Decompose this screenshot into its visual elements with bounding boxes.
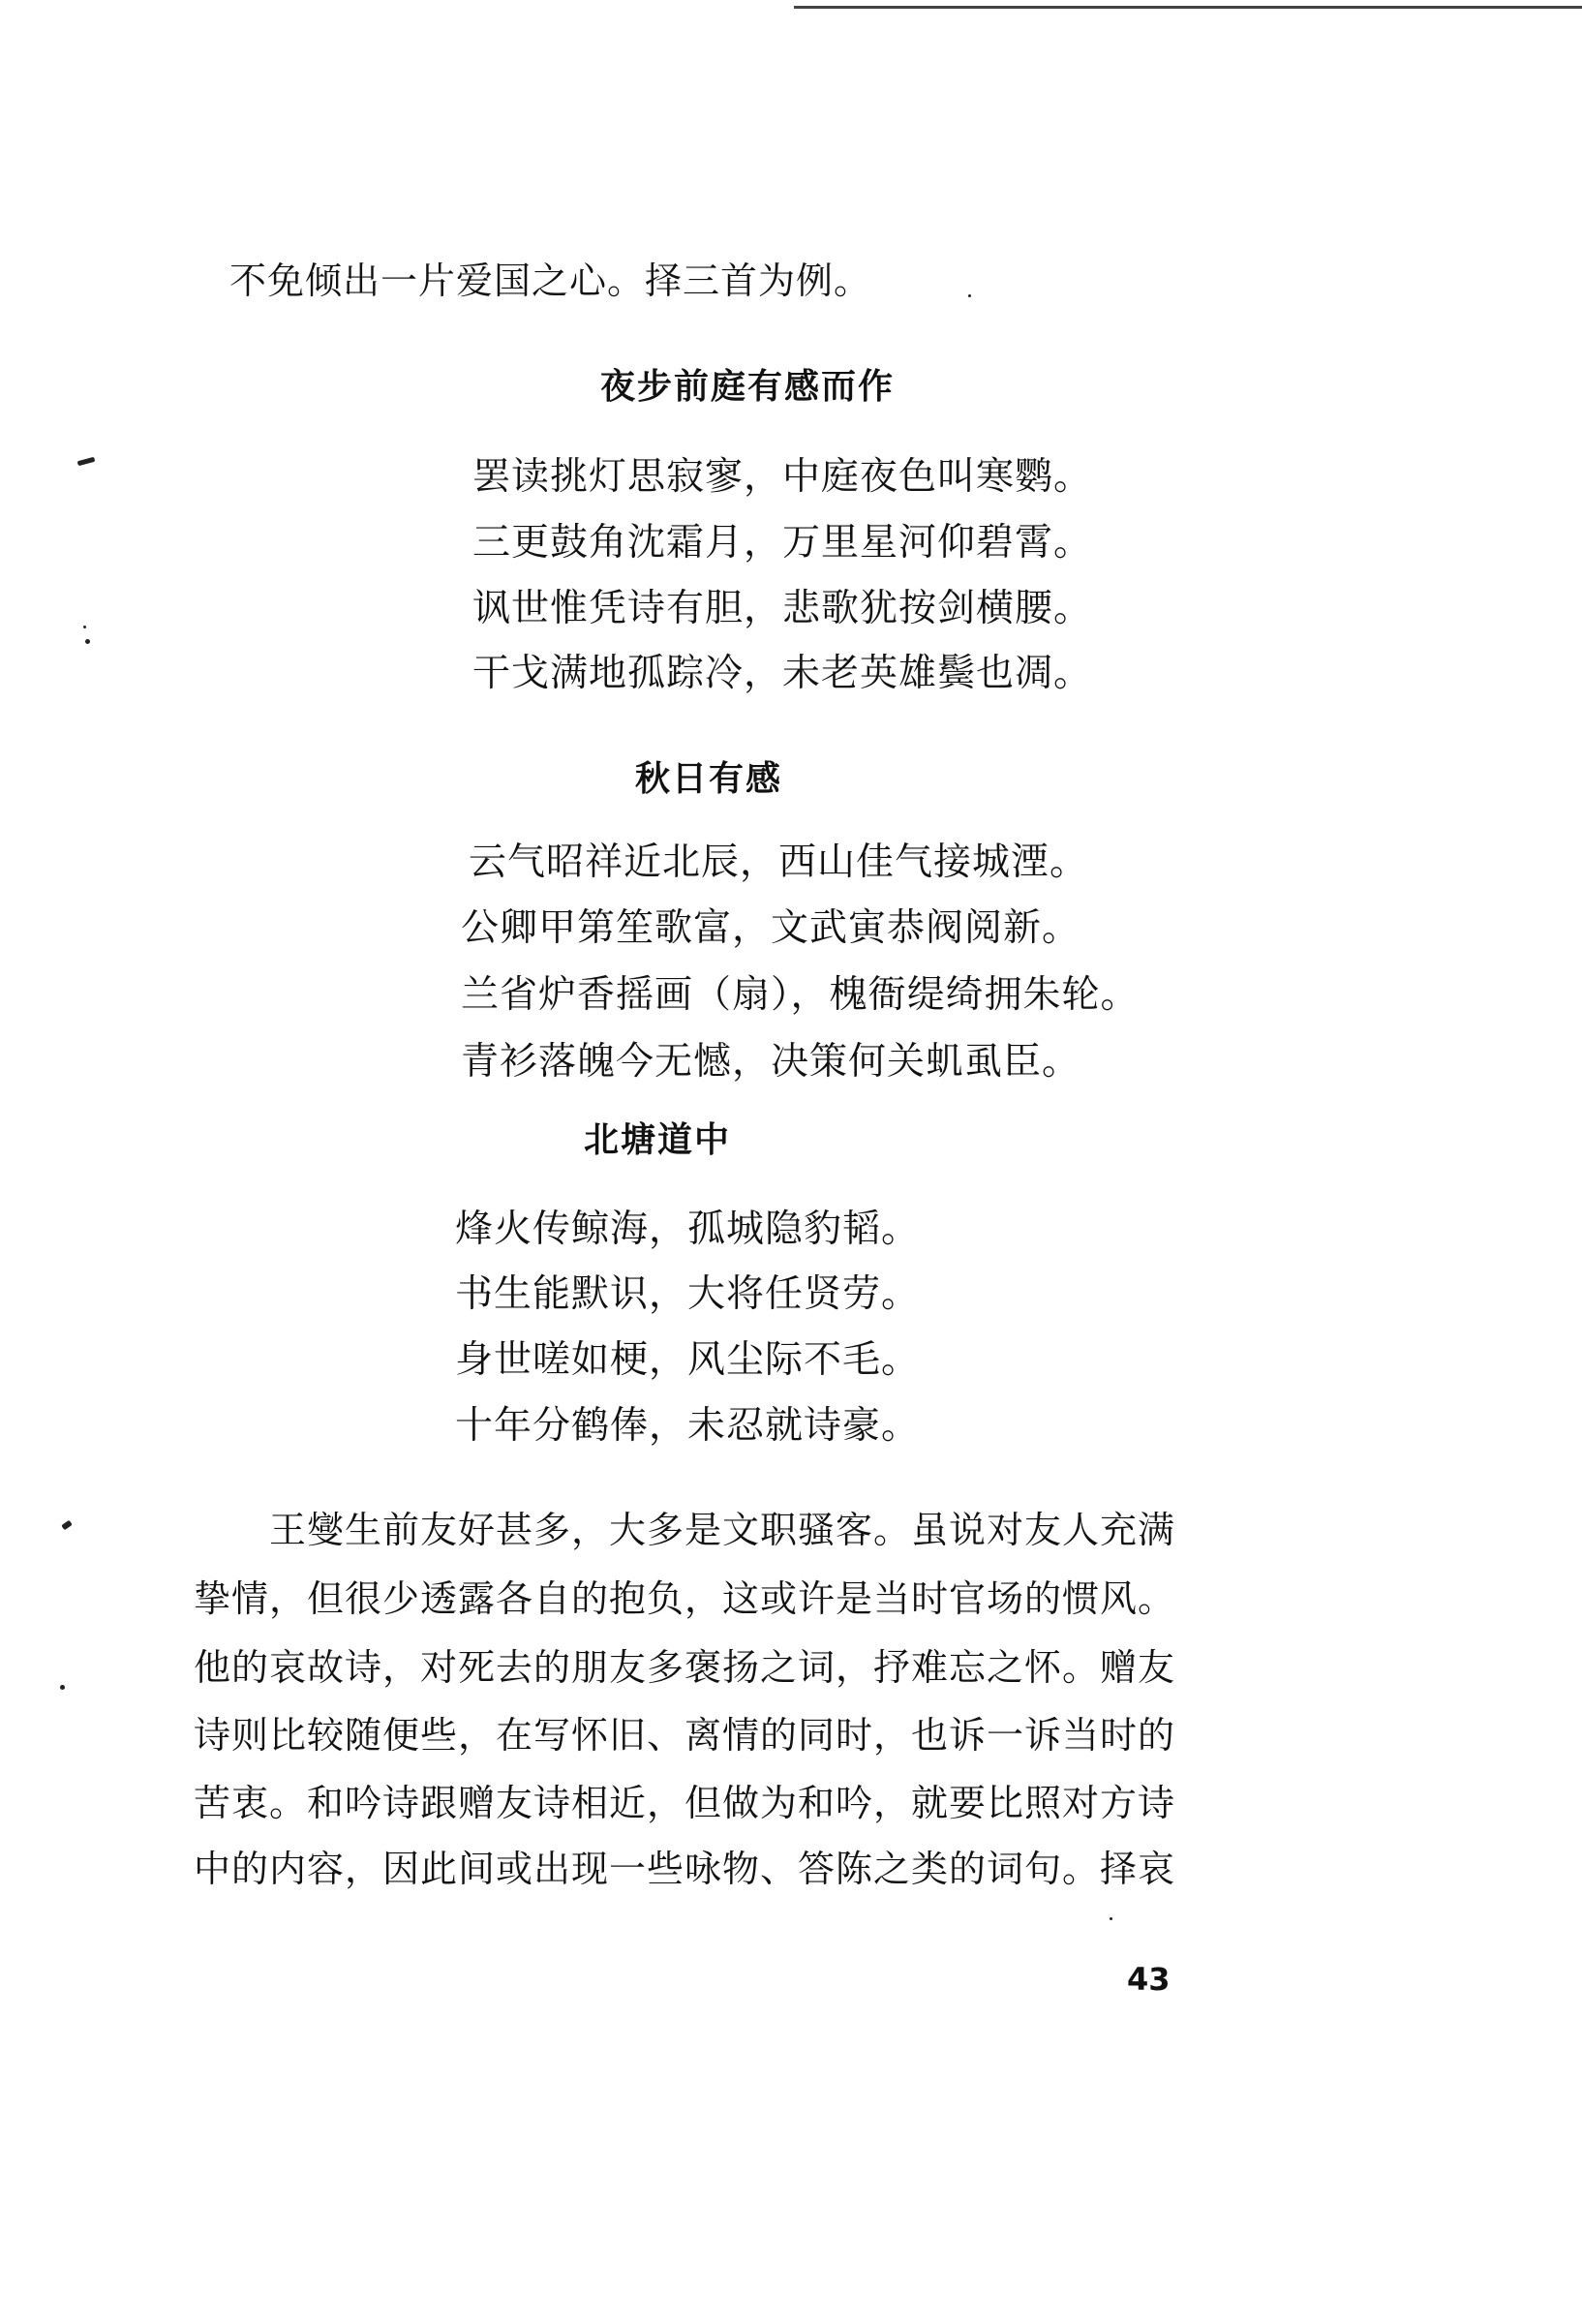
scan-mark: [968, 294, 971, 297]
paragraph-line-2: 挚情，但很少透露各自的抱负，这或许是当时官场的惯风。: [194, 1577, 1176, 1620]
scan-mark: [61, 1520, 73, 1531]
poem-2-line-2: 公卿甲第笙歌富，文武寅恭阀阅新。: [461, 906, 1081, 950]
scan-mark: [83, 626, 86, 628]
poem-3-line-2: 书生能默识，大将任贤劳。: [455, 1272, 921, 1316]
poem-title-3: 北塘道中: [584, 1120, 732, 1160]
scan-mark: [60, 1685, 65, 1690]
poem-1-line-2: 三更鼓角沈霜月，万里星河仰碧霄。: [472, 521, 1093, 565]
poem-title-1: 夜步前庭有感而作: [600, 367, 896, 407]
poem-3-line-3: 身世嗟如梗，风尘际不毛。: [455, 1338, 921, 1382]
poem-3-line-1: 烽火传鲸海，孤城隐豹韬。: [455, 1208, 921, 1251]
intro-line: 不免倾出一片爱国之心。择三首为例。: [229, 260, 872, 302]
poem-3-line-4: 十年分鹤俸，未忍就诗豪。: [455, 1404, 921, 1448]
poem-1-line-1: 罢读挑灯思寂寥，中庭夜色叫寒鹦。: [472, 455, 1093, 499]
poem-2-line-1: 云气昭祥近北辰，西山佳气接城湮。: [469, 841, 1089, 884]
poem-1-line-3: 讽世惟凭诗有胆，悲歌犹按剑横腰。: [472, 587, 1093, 630]
poem-1-line-4: 干戈满地孤踪冷，未老英雄鬓也凋。: [472, 652, 1093, 695]
scan-mark: [77, 457, 96, 466]
poem-title-2: 秋日有感: [635, 759, 783, 799]
scan-mark: [85, 639, 90, 644]
poem-2-line-3: 兰省炉香摇画（扇），槐衙缇绮拥朱轮。: [461, 973, 1140, 1017]
paragraph-line-6: 中的内容，因此间或出现一些咏物、答陈之类的词句。择哀: [194, 1848, 1176, 1890]
paragraph-line-3: 他的哀故诗，对死去的朋友多褒扬之词，抒难忘之怀。赠友: [194, 1646, 1176, 1689]
paragraph-line-4: 诗则比较随便些，在写怀旧、离情的同时，也诉一诉当时的: [194, 1714, 1176, 1757]
paragraph-line-1: 王燮生前友好甚多，大多是文职骚客。虽说对友人充满: [269, 1509, 1176, 1551]
poem-2-line-4: 青衫落魄今无憾，决策何关虮虱臣。: [461, 1040, 1081, 1084]
paragraph-line-5: 苦衷。和吟诗跟赠友诗相近，但做为和吟，就要比照对方诗: [194, 1782, 1176, 1824]
page-number: 43: [1127, 1961, 1171, 1998]
scan-mark: [1110, 1917, 1112, 1920]
